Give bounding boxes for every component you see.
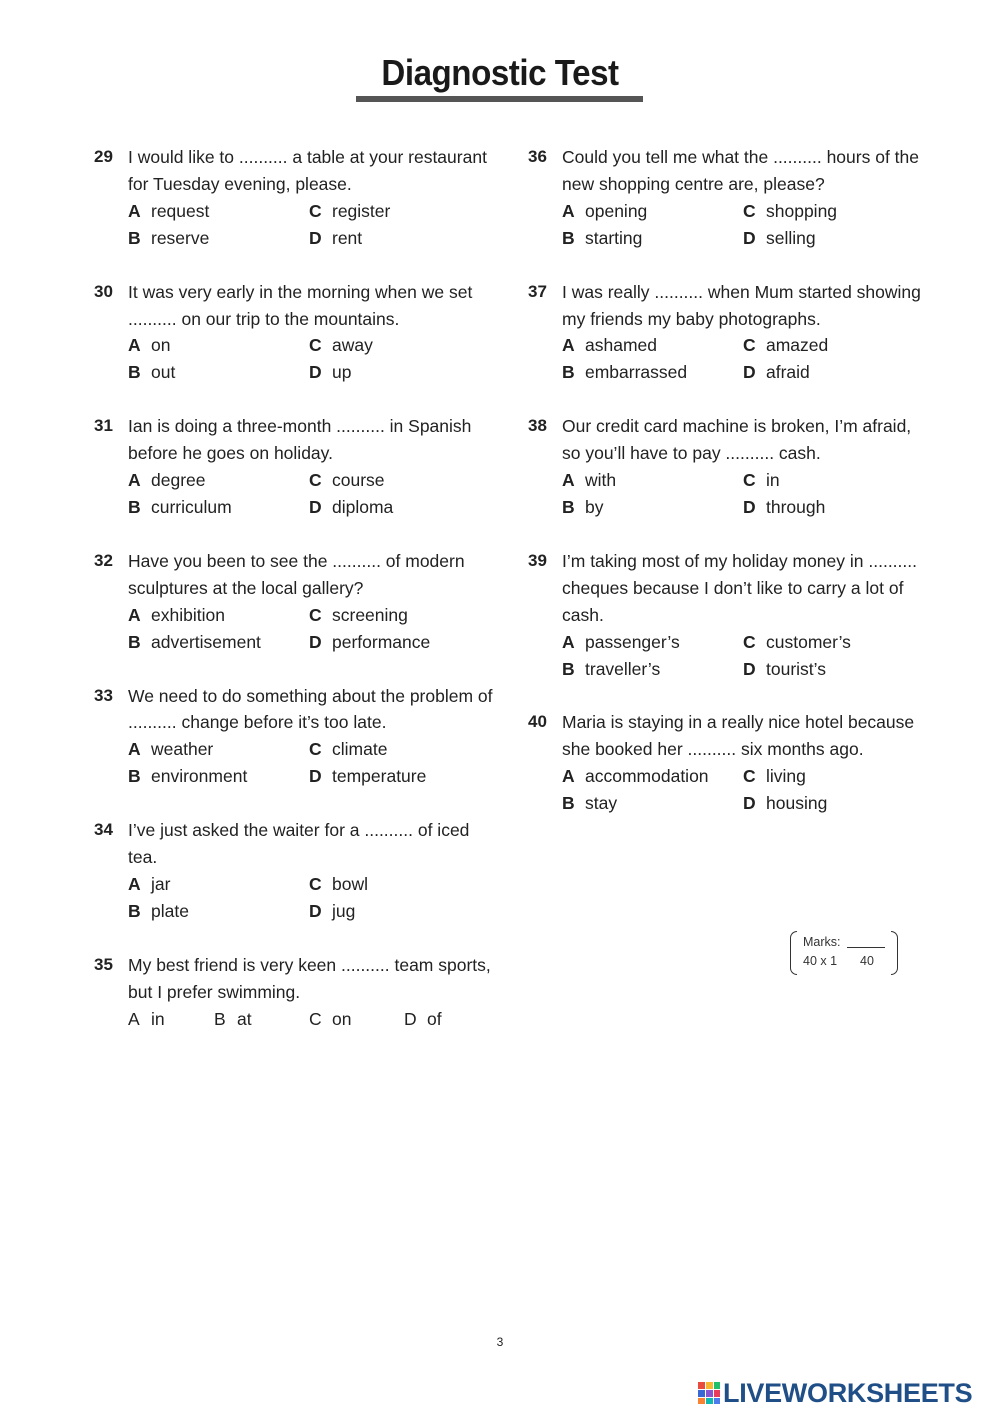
answer-option[interactable] bbox=[743, 359, 903, 386]
answer-option[interactable] bbox=[562, 467, 743, 494]
option-letter: C bbox=[309, 470, 322, 491]
answer-option[interactable] bbox=[309, 763, 469, 790]
option-text: request bbox=[151, 200, 210, 221]
answer-options bbox=[128, 736, 494, 790]
option-letter: D bbox=[309, 227, 322, 248]
option-text: curriculum bbox=[151, 496, 232, 517]
question-text: Have you been to see the .......... of modern sculptures at the local gallery? bbox=[128, 550, 465, 598]
answer-option[interactable] bbox=[743, 494, 903, 521]
question-number: 29 bbox=[94, 147, 113, 166]
question-text: It was very early in the morning when we set .......... on our trip to the mountains. bbox=[128, 281, 473, 329]
option-text: opening bbox=[585, 200, 648, 221]
option-text: jar bbox=[151, 873, 171, 894]
answer-option[interactable] bbox=[128, 198, 309, 225]
option-letter: B bbox=[562, 227, 575, 248]
option-letter: A bbox=[128, 739, 141, 760]
option-text: degree bbox=[151, 470, 206, 491]
question-number: 38 bbox=[528, 416, 547, 436]
marks-formula: 40 x 1 bbox=[803, 954, 838, 968]
option-text: of bbox=[427, 1008, 442, 1029]
option-text: selling bbox=[766, 227, 816, 248]
answer-option[interactable] bbox=[309, 1006, 404, 1033]
question-text: We need to do something about the problem of .......... change before it’s too late. bbox=[128, 685, 493, 733]
option-text: temperature bbox=[332, 766, 427, 787]
option-letter: A bbox=[128, 200, 141, 221]
answer-option[interactable] bbox=[309, 332, 469, 359]
answer-option[interactable] bbox=[404, 1006, 464, 1033]
option-text: rent bbox=[332, 227, 363, 248]
answer-option[interactable] bbox=[562, 198, 743, 225]
answer-option[interactable] bbox=[309, 467, 469, 494]
answer-option[interactable] bbox=[743, 763, 903, 790]
answer-option[interactable] bbox=[562, 359, 743, 386]
option-letter: A bbox=[128, 335, 141, 356]
question bbox=[528, 548, 928, 683]
option-letter: C bbox=[309, 200, 322, 221]
option-letter: D bbox=[743, 793, 756, 814]
answer-option[interactable] bbox=[309, 359, 469, 386]
option-text: on bbox=[332, 1008, 352, 1029]
option-letter: B bbox=[562, 362, 575, 383]
marks-label: Marks: bbox=[803, 935, 841, 949]
questions-right-column bbox=[528, 144, 928, 844]
option-text: afraid bbox=[766, 362, 810, 383]
answer-option[interactable] bbox=[128, 225, 309, 252]
answer-option[interactable] bbox=[214, 1006, 309, 1033]
option-letter: C bbox=[743, 335, 756, 356]
option-letter: B bbox=[562, 658, 575, 679]
answer-options bbox=[128, 602, 494, 656]
option-text: in bbox=[766, 470, 780, 491]
questions-left-column bbox=[94, 144, 494, 1059]
answer-option[interactable] bbox=[128, 736, 309, 763]
question-text: I would like to .......... a table at your restaurant for Tuesday evening, please. bbox=[128, 147, 487, 194]
marks-answer-line[interactable] bbox=[847, 947, 885, 948]
option-text: register bbox=[332, 200, 391, 221]
option-text: out bbox=[151, 362, 176, 383]
option-letter: A bbox=[562, 335, 575, 356]
answer-option[interactable] bbox=[562, 790, 743, 817]
option-text: away bbox=[332, 335, 373, 356]
answer-options bbox=[128, 332, 494, 386]
question bbox=[94, 952, 494, 1033]
question bbox=[94, 683, 494, 791]
option-text: weather bbox=[151, 739, 214, 760]
answer-option[interactable] bbox=[562, 629, 743, 656]
option-letter: A bbox=[562, 766, 575, 787]
answer-option[interactable] bbox=[128, 494, 309, 521]
answer-option[interactable] bbox=[743, 332, 903, 359]
answer-option[interactable] bbox=[128, 602, 309, 629]
option-letter: B bbox=[128, 227, 141, 248]
answer-option[interactable] bbox=[309, 198, 469, 225]
option-letter: A bbox=[562, 470, 575, 491]
question bbox=[528, 413, 928, 521]
option-text: embarrassed bbox=[585, 362, 688, 383]
answer-option[interactable] bbox=[743, 198, 903, 225]
question-number: 39 bbox=[528, 550, 547, 570]
question-number: 33 bbox=[94, 685, 113, 705]
option-letter: A bbox=[128, 470, 141, 491]
question bbox=[94, 413, 494, 521]
option-text: amazed bbox=[766, 335, 829, 356]
question bbox=[94, 817, 494, 925]
question-text: I was really .......... when Mum started showing my friends my baby photographs. bbox=[562, 281, 921, 329]
option-text: starting bbox=[585, 227, 643, 248]
answer-option[interactable] bbox=[562, 225, 743, 252]
option-text: shopping bbox=[766, 200, 838, 221]
option-letter: B bbox=[128, 900, 141, 921]
option-text: in bbox=[151, 1008, 165, 1029]
option-text: passenger’s bbox=[585, 631, 680, 652]
question-text: Our credit card machine is broken, I’m afraid, so you’ll have to pay .......... cash. bbox=[562, 416, 912, 464]
question-text: I’m taking most of my holiday money in .......... cheques because I don’t like to carry a lot of cash. bbox=[562, 550, 917, 625]
answer-options bbox=[562, 467, 928, 521]
answer-option[interactable] bbox=[309, 225, 469, 252]
option-text: environment bbox=[151, 766, 248, 787]
answer-option[interactable] bbox=[128, 629, 309, 656]
option-letter: B bbox=[128, 766, 141, 787]
option-text: course bbox=[332, 470, 385, 491]
option-letter: D bbox=[404, 1008, 417, 1029]
answer-option[interactable] bbox=[128, 332, 309, 359]
marks-total: 40 bbox=[860, 954, 874, 968]
title-underline bbox=[356, 96, 643, 102]
answer-option[interactable] bbox=[743, 790, 903, 817]
option-letter: C bbox=[743, 200, 756, 221]
option-letter: D bbox=[309, 496, 322, 517]
marks-box bbox=[790, 931, 898, 975]
option-text: traveller’s bbox=[585, 658, 661, 679]
option-text: through bbox=[766, 496, 826, 517]
option-text: with bbox=[585, 470, 617, 491]
option-letter: B bbox=[562, 793, 575, 814]
option-text: at bbox=[237, 1008, 252, 1029]
option-text: plate bbox=[151, 900, 189, 921]
answer-options bbox=[128, 1006, 494, 1033]
option-letter: B bbox=[128, 496, 141, 517]
answer-option[interactable] bbox=[128, 1006, 214, 1033]
question-text: I’ve just asked the waiter for a .......... of iced tea. bbox=[128, 820, 470, 868]
option-letter: A bbox=[562, 200, 575, 221]
page-number: 3 bbox=[496, 1335, 504, 1349]
answer-options bbox=[562, 332, 928, 386]
option-letter: C bbox=[309, 739, 322, 760]
question-number: 32 bbox=[94, 550, 113, 570]
option-letter: B bbox=[562, 496, 575, 517]
answer-options bbox=[562, 763, 928, 817]
question-number: 31 bbox=[94, 416, 113, 436]
marks-bracket-right bbox=[891, 931, 898, 975]
option-letter: B bbox=[128, 631, 141, 652]
answer-options bbox=[128, 467, 494, 521]
option-letter: C bbox=[309, 1008, 322, 1029]
answer-options bbox=[562, 198, 928, 252]
liveworksheets-wordmark: LIVEWORKSHEETS bbox=[723, 1377, 973, 1408]
question-number: 40 bbox=[528, 712, 547, 732]
option-letter: D bbox=[309, 766, 322, 787]
option-letter: A bbox=[128, 873, 141, 894]
option-letter: C bbox=[309, 873, 322, 894]
option-text: stay bbox=[585, 793, 618, 814]
option-letter: A bbox=[562, 631, 575, 652]
question bbox=[528, 279, 928, 387]
option-letter: D bbox=[743, 658, 756, 679]
option-letter: D bbox=[743, 227, 756, 248]
option-letter: D bbox=[743, 362, 756, 383]
option-text: accommodation bbox=[585, 766, 709, 787]
option-text: screening bbox=[332, 604, 408, 625]
answer-option[interactable] bbox=[309, 871, 469, 898]
option-letter: A bbox=[128, 1008, 140, 1029]
question-text: My best friend is very keen .......... team sports, but I prefer swimming. bbox=[128, 954, 491, 1002]
option-text: ashamed bbox=[585, 335, 657, 356]
answer-options bbox=[128, 198, 494, 252]
option-text: jug bbox=[332, 900, 356, 921]
question bbox=[94, 548, 494, 656]
answer-option[interactable] bbox=[128, 359, 309, 386]
question bbox=[528, 144, 928, 252]
option-letter: C bbox=[743, 631, 756, 652]
option-text: by bbox=[585, 496, 604, 517]
answer-option[interactable] bbox=[562, 494, 743, 521]
answer-option[interactable] bbox=[309, 736, 469, 763]
option-text: tourist’s bbox=[766, 658, 826, 679]
answer-option[interactable] bbox=[309, 494, 469, 521]
liveworksheets-logo-icon bbox=[697, 1381, 721, 1405]
answer-option[interactable] bbox=[562, 332, 743, 359]
question-number: 37 bbox=[528, 281, 547, 301]
option-text: performance bbox=[332, 631, 431, 652]
option-text: living bbox=[766, 766, 806, 787]
question bbox=[94, 144, 494, 252]
option-text: exhibition bbox=[151, 604, 225, 625]
page-title: Diagnostic Test bbox=[381, 52, 619, 93]
option-text: customer’s bbox=[766, 631, 851, 652]
option-text: up bbox=[332, 362, 352, 383]
liveworksheets-brand bbox=[697, 1378, 972, 1408]
question bbox=[94, 279, 494, 387]
question-number: 34 bbox=[94, 820, 113, 840]
option-text: advertisement bbox=[151, 631, 261, 652]
marks-bracket-left bbox=[790, 931, 797, 975]
option-letter: A bbox=[128, 604, 141, 625]
option-letter: D bbox=[309, 362, 322, 383]
option-text: housing bbox=[766, 793, 828, 814]
answer-option[interactable] bbox=[128, 763, 309, 790]
answer-option[interactable] bbox=[128, 871, 309, 898]
option-text: bowl bbox=[332, 873, 368, 894]
question-number: 35 bbox=[94, 954, 113, 974]
option-text: diploma bbox=[332, 496, 394, 517]
option-letter: D bbox=[309, 900, 322, 921]
answer-option[interactable] bbox=[309, 898, 469, 925]
answer-option[interactable] bbox=[743, 629, 903, 656]
option-text: on bbox=[151, 335, 171, 356]
option-text: climate bbox=[332, 739, 388, 760]
answer-option[interactable] bbox=[562, 656, 743, 683]
answer-options bbox=[128, 871, 494, 925]
answer-option[interactable] bbox=[309, 629, 469, 656]
answer-option[interactable] bbox=[309, 602, 469, 629]
question bbox=[528, 709, 928, 817]
option-letter: B bbox=[128, 362, 141, 383]
question-number: 36 bbox=[528, 147, 547, 166]
question-text: Maria is staying in a really nice hotel because she booked her .......... six months ago. bbox=[562, 712, 915, 760]
question-text: Could you tell me what the .......... hours of the new shopping centre are, please? bbox=[562, 147, 919, 194]
option-letter: D bbox=[743, 496, 756, 517]
option-letter: C bbox=[743, 766, 756, 787]
option-text: reserve bbox=[151, 227, 210, 248]
question-text: Ian is doing a three-month .......... in Spanish before he goes on holiday. bbox=[128, 416, 472, 464]
option-letter: C bbox=[743, 470, 756, 491]
answer-option[interactable] bbox=[128, 898, 309, 925]
answer-option[interactable] bbox=[562, 763, 743, 790]
option-letter: C bbox=[309, 335, 322, 356]
question-number: 30 bbox=[94, 281, 113, 301]
option-letter: B bbox=[214, 1008, 226, 1029]
answer-options bbox=[562, 629, 928, 683]
option-letter: C bbox=[309, 604, 322, 625]
answer-option[interactable] bbox=[743, 225, 903, 252]
answer-option[interactable] bbox=[128, 467, 309, 494]
option-letter: D bbox=[309, 631, 322, 652]
answer-option[interactable] bbox=[743, 467, 903, 494]
answer-option[interactable] bbox=[743, 656, 903, 683]
